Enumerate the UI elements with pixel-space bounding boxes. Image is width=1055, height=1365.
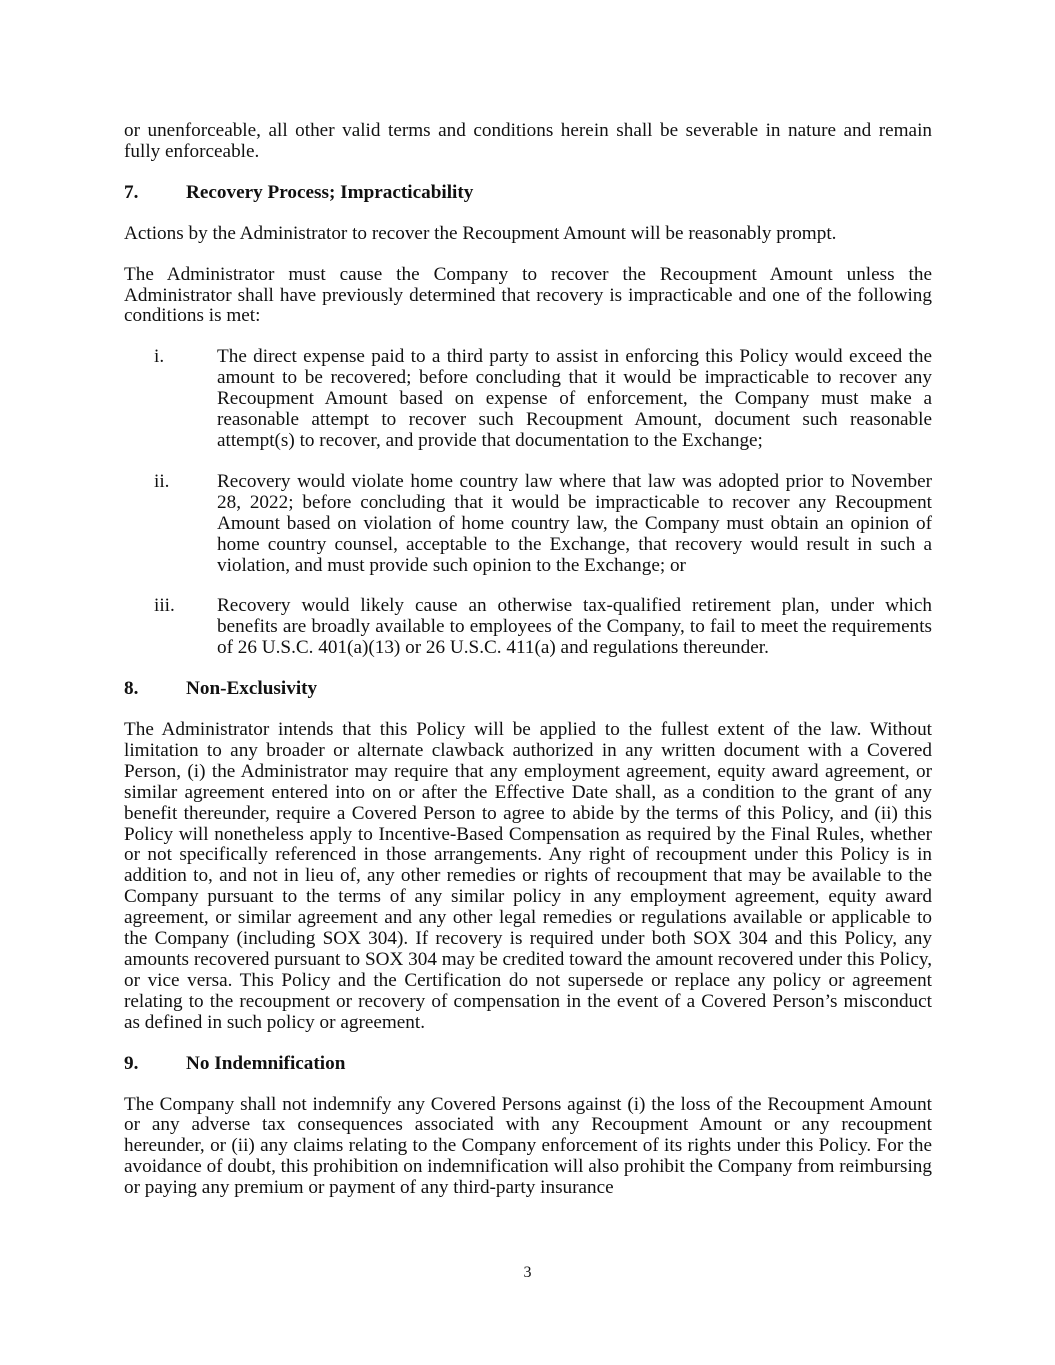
section-number: 7. [124, 181, 139, 203]
list-item [124, 472, 932, 577]
section-9-heading [124, 1054, 932, 1075]
list-item-text: Recovery would violate home country law where that law was adopted prior to November 28, 2022; before concluding that it would be impracticable to recover any Recoupment Amount based on violation of home country law, the Company must obtain an opinion of home country counsel, acceptable to the Exchange, that recovery would result in such a violation, and must provide such opinion to the Exchange; or [217, 470, 932, 576]
page-number: 3 [523, 1264, 532, 1281]
list-item [124, 347, 932, 452]
section-8-paragraph: The Administrator intends that this Policy will be applied to the fullest extent of the law. Without limitation to any broader or alternate clawback authorized in any written document with a Covered Person, (i) the Administrator may require that any employment agreement, equity award agreement, or similar agreement entered into on or after the Effective Date shall, as a condition to the grant of any benefit thereunder, require a Covered Person to agree to abide by the terms of this Policy, and (ii) this Policy will nonetheless apply to Incentive-Based Compensation as required by the Final Rules, whether or not specifically referenced in those arrangements. Any right of recoupment under this Policy is in addition to, and not in lieu of, any other remedies or rights of recoupment that may be available to the Company pursuant to the terms of any similar policy in any employment agreement, equity award agreement, or similar agreement and any other legal remedies or regulations available or applicable to the Company (including SOX 304). If recovery is required under both SOX 304 and this Policy, any amounts recovered pursuant to SOX 304 may be credited toward the amount recovered under this Policy, or vice versa. This Policy and the Certification do not supersede or replace any policy or agreement relating to the recoupment or recovery of compensation in the event of a Covered Person’s misconduct as defined in such policy or agreement. [124, 719, 932, 1033]
section-9-paragraph: The Company shall not indemnify any Covered Persons against (i) the loss of the Recoupment Amount or any adverse tax consequences associated with any Recoupment Amount or any recoupment hereunder, or (ii) any claims relating to the Company enforcement of its rights under this Policy. For the avoidance of doubt, this prohibition on indemnification will also prohibit the Company from reimbursing or paying any premium or payment of any third-party insurance [124, 1093, 932, 1199]
section-title: Recovery Process; Impracticability [186, 181, 474, 203]
section-title: Non-Exclusivity [186, 678, 318, 700]
section-number: 9. [124, 1052, 139, 1074]
list-item-label: iii. [154, 595, 175, 617]
section-title: No Indemnification [186, 1052, 346, 1074]
list-item [124, 596, 932, 659]
section-number: 8. [124, 678, 139, 700]
section-8-heading [124, 679, 932, 700]
list-item-text: The direct expense paid to a third party to assist in enforcing this Policy would exceed the amount to be recovered; before concluding that it would be impracticable to recover any Recoupment Amount based on expense of enforcement, the Company must make a reasonable attempt to recover such Recoupment Amount, document such reasonable attempt(s) to recover, and provide that documentation to the Exchange; [217, 346, 932, 451]
list-item-label: i. [154, 346, 165, 368]
document-page [124, 121, 932, 1219]
section-7-paragraph-2: The Administrator must cause the Company to recover the Recoupment Amount unless the Administrator shall have previously determined that recovery is impracticable and one of the following conditions is met: [124, 263, 932, 327]
section-7-paragraph-1: Actions by the Administrator to recover the Recoupment Amount will be reasonably prompt. [124, 222, 837, 244]
list-item-text: Recovery would likely cause an otherwise tax-qualified retirement plan, under which benefits are broadly available to employees of the Company, to fail to meet the requirements of 26 U.S.C. 401(a)(13) or 26 U.S.C. 411(a) and regulations thereunder. [217, 595, 932, 659]
intro-paragraph: or unenforceable, all other valid terms and conditions herein shall be severable in nature and remain fully enforceable. [124, 120, 932, 162]
list-item-label: ii. [154, 470, 170, 492]
section-7-heading [124, 183, 932, 204]
